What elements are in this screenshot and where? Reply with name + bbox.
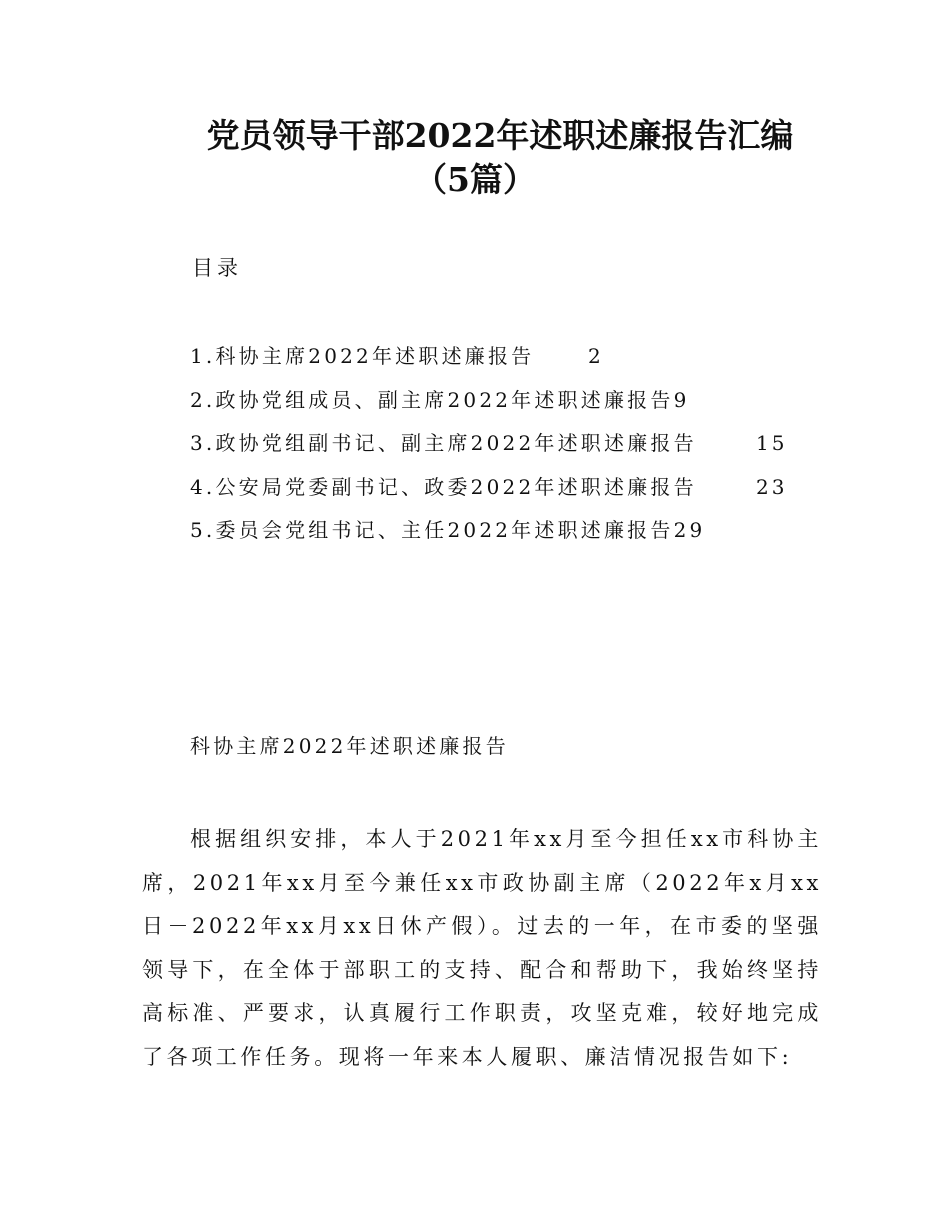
section-heading: 科协主席2022年述职述廉报告 — [190, 734, 509, 758]
toc-item-page: 2 — [588, 344, 604, 368]
toc-item-page: 23 — [756, 474, 788, 499]
toc-item-label: 2.政协党组成员、副主席2022年述职述廉报告 — [190, 387, 674, 412]
toc-item[interactable] — [190, 471, 788, 515]
toc-item[interactable] — [190, 340, 705, 384]
toc-item-page: 15 — [756, 431, 788, 455]
toc-item-label: 5.委员会党组书记、主任2022年述职述廉报告 — [190, 518, 674, 542]
toc-item[interactable] — [190, 384, 705, 428]
toc-heading: 目录 — [192, 256, 242, 280]
toc-item[interactable] — [190, 514, 705, 558]
toc-item-label: 3.政协党组副书记、副主席2022年述职述廉报告 — [190, 431, 697, 455]
document-title-line1: 党员领导干部2022年述职述廉报告汇编 — [206, 116, 794, 155]
table-of-contents — [190, 340, 788, 558]
toc-item[interactable] — [190, 427, 788, 471]
body-paragraph: 根据组织安排，本人于2021年xx月至今担任xx市科协主席，2021年xx月至今兼任xx市政协副主席（2022年x月xx日－2022年xx月xx日休产假）。过去的一年，在市委的坚强领导下，在全体于部职工的支持、配合和帮助下，我始终坚持高标准、严要求，认真履行工作职责，攻坚克难，较好地完成了各项工作任务。现将一年来本人履职、廉洁情况报告如下: — [142, 827, 822, 1069]
toc-item-label: 4.公安局党委副书记、政委2022年述职述廉报告 — [190, 474, 697, 499]
toc-item-page: 9 — [673, 387, 690, 412]
document-title-line2: （5篇） — [414, 160, 536, 199]
toc-item-page: 29 — [673, 518, 706, 542]
toc-item-label: 1.科协主席2022年述职述廉报告 — [190, 344, 535, 368]
